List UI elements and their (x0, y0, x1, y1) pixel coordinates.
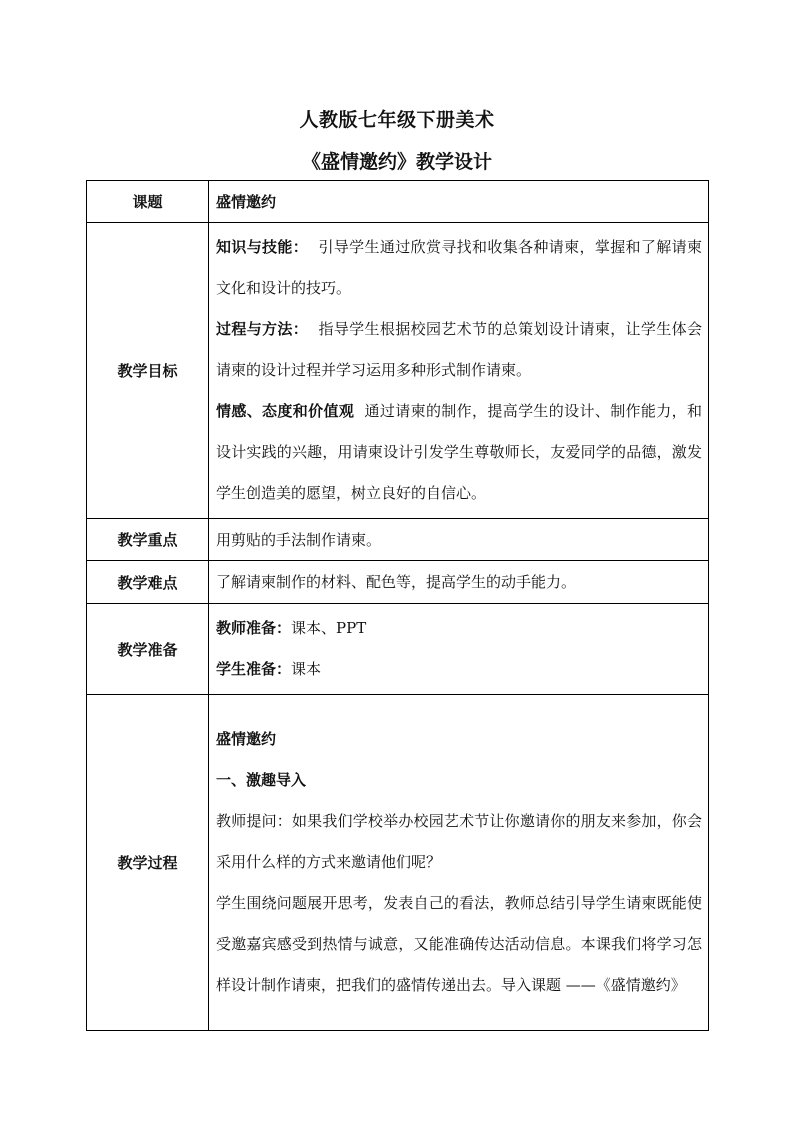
difficulty-content: 了解请柬制作的材料、配色等，提高学生的动手能力。 (209, 561, 709, 604)
row-label-goals: 教学目标 (87, 223, 209, 519)
row-label-difficulty: 教学难点 (87, 561, 209, 604)
document-title: 人教版七年级下册美术 (299, 109, 495, 131)
row-label-process: 教学过程 (87, 695, 209, 1031)
emotion-paragraph (216, 391, 702, 514)
key-point-content: 用剪贴的手法制作请柬。 (209, 519, 709, 561)
process-heading: 盛情邀约 (216, 730, 277, 748)
process-method-paragraph (216, 309, 702, 391)
table-row-goals (87, 223, 709, 519)
knowledge-paragraph (216, 227, 702, 309)
teacher-prep-text: 课本、PPT (291, 619, 367, 637)
row-label-topic: 课题 (87, 181, 209, 223)
process-content (209, 695, 709, 1031)
teacher-prep-heading: 教师准备： (216, 619, 292, 637)
emotion-text: 通过请柬的制作，提高学生的设计、制作能力，和设计实践的兴趣，用请柬设计引发学生尊敬师长，友爱同学的品德，激发学生创造美的愿望，树立良好的自信心。 (216, 402, 702, 502)
topic-content (209, 181, 709, 223)
goals-content (209, 223, 709, 519)
table-row-key-point (87, 519, 709, 561)
knowledge-text: 引导学生通过欣赏寻找和收集各种请柬，掌握和了解请柬文化和设计的技巧。 (216, 238, 702, 297)
table-row-difficulty (87, 561, 709, 604)
process-paragraph-1: 教师提问：如果我们学校举办校园艺术节让你邀请你的朋友来参加，你会采用什么样的方式来邀请他们呢？ (216, 812, 702, 871)
process-paragraph-2: 学生围绕问题展开思考，发表自己的看法，教师总结引导学生请柬既能使受邀嘉宾感受到热情与诚意，又能准确传达活动信息。本课我们将学习怎样设计制作请柬，把我们的盛情传递出去。导入课题 ——《盛情邀约》 (216, 894, 702, 994)
emotion-heading: 情感、态度和价值观 (216, 402, 355, 420)
lesson-plan-table (86, 180, 709, 1031)
process-section-heading: 一、激趣导入 (216, 771, 307, 789)
student-prep-text: 课本 (291, 660, 322, 678)
student-prep-heading: 学生准备： (216, 660, 292, 678)
knowledge-heading: 知识与技能： (216, 238, 309, 256)
student-prep (216, 649, 702, 690)
topic-text: 盛情邀约 (216, 192, 277, 211)
prep-content (209, 604, 709, 695)
table-row-process (87, 695, 709, 1031)
document-subtitle: 《盛情邀约》教学设计 (301, 151, 492, 173)
table-row-prep (87, 604, 709, 695)
row-label-prep: 教学准备 (87, 604, 209, 695)
row-label-key-point: 教学重点 (87, 519, 209, 561)
teacher-prep (216, 608, 702, 649)
process-method-text: 指导学生根据校园艺术节的总策划设计请柬，让学生体会请柬的设计过程并学习运用多种形式制作请柬。 (216, 320, 702, 379)
table-row-topic (87, 181, 709, 223)
process-method-heading: 过程与方法： (216, 320, 309, 338)
